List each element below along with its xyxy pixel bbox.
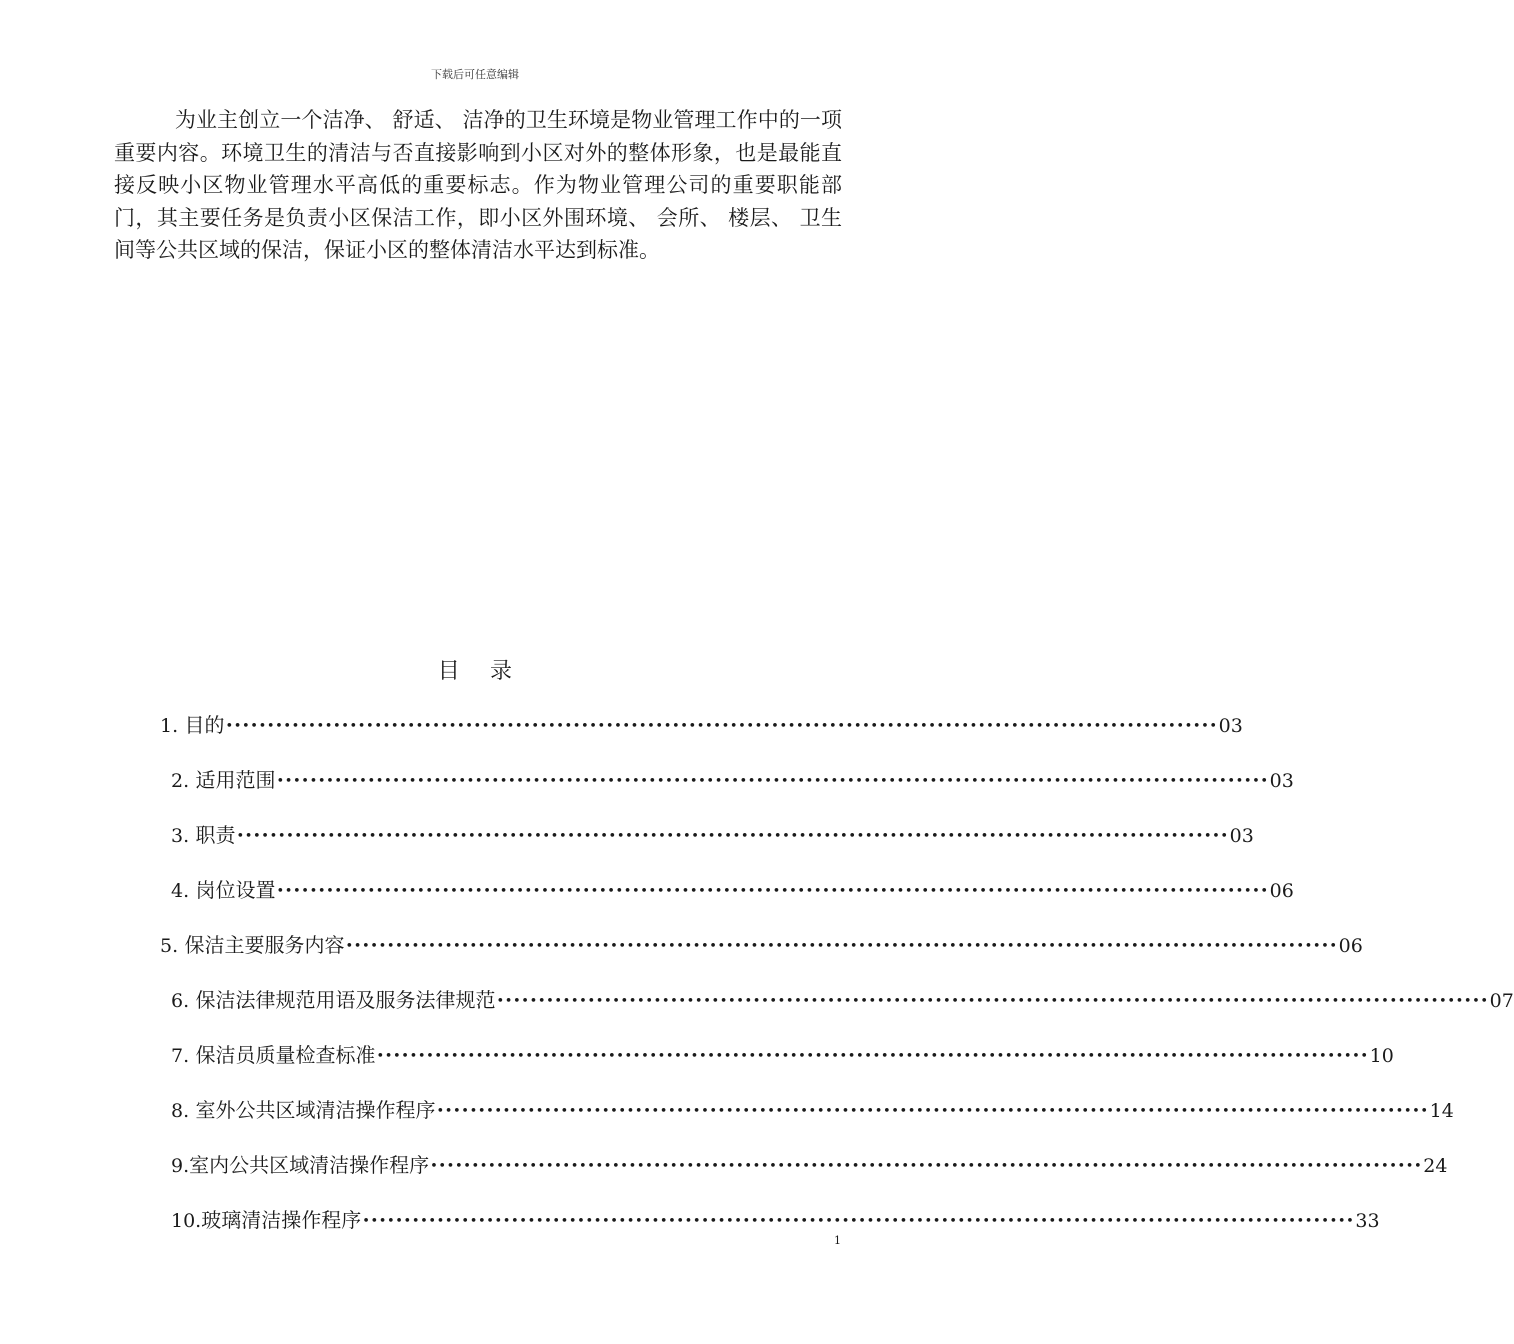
toc-entry-label: 适用范围 [195, 768, 276, 792]
toc-entry-page: 10 [1369, 1045, 1394, 1067]
toc-title-right: 录 [490, 659, 513, 684]
toc-leader: •••••••••••••••••••••••••••••••••••••••••••••••••••••••••••••••••••••••••••••••••••••••••••••••••••••••••••••••••••••••• [496, 994, 1489, 1009]
toc-entry[interactable] [171, 764, 1294, 794]
toc-entry[interactable] [171, 984, 1514, 1014]
toc-entry-label: 保洁主要服务内容 [184, 933, 345, 957]
toc-entry-number: 4. [171, 880, 190, 902]
toc-entry-number: 8. [171, 1100, 190, 1122]
toc-entry[interactable] [171, 1204, 1380, 1234]
toc-leader: •••••••••••••••••••••••••••••••••••••••••••••••••••••••••••••••••••••••••••••••••••••••••••••••••••••••••••••••••••••••• [225, 719, 1218, 734]
toc-entry-label: 目的 [184, 713, 225, 737]
toc-entry[interactable] [171, 1039, 1394, 1069]
toc-entry-page: 24 [1423, 1155, 1448, 1177]
toc-entry[interactable] [171, 874, 1294, 904]
toc-entry-label: 玻璃清洁操作程序 [201, 1208, 362, 1232]
toc-entry-label: 室内公共区域清洁操作程序 [189, 1153, 430, 1177]
toc-entry-label: 保洁员质量检查标准 [195, 1043, 376, 1067]
toc-entry-page: 06 [1338, 935, 1363, 957]
toc-entry[interactable] [160, 709, 1243, 739]
toc-leader: •••••••••••••••••••••••••••••••••••••••••••••••••••••••••••••••••••••••••••••••••••••••••••••••••••••••••••••••••••••••• [436, 1104, 1429, 1119]
toc-entry-number: 5. [160, 935, 179, 957]
toc-entry[interactable] [171, 1149, 1448, 1179]
header-note: 下载后可任意编辑 [431, 68, 519, 81]
toc-entry-number: 10. [171, 1210, 202, 1232]
toc-entry-label: 室外公共区域清洁操作程序 [195, 1098, 436, 1122]
toc-entry-label: 岗位设置 [195, 878, 276, 902]
toc-entry-page: 07 [1489, 990, 1514, 1012]
toc-entry-label: 保洁法律规范用语及服务法律规范 [195, 988, 496, 1012]
toc-leader: •••••••••••••••••••••••••••••••••••••••••••••••••••••••••••••••••••••••••••••••••••••••••••••••••••••••••••••••••••••••• [276, 884, 1269, 899]
toc-entry-number: 6. [171, 990, 190, 1012]
toc-entry-page: 33 [1355, 1210, 1380, 1232]
toc-entry-page: 14 [1429, 1100, 1454, 1122]
intro-paragraph: 为业主创立一个洁净、 舒适、 洁净的卫生环境是物业管理工作中的一项重要内容。环境卫生的清洁与否直接影响到小区对外的整体形象，也是最能直接反映小区物业管理水平高低的重要标志。作为物业管理公司的重要职能部门，其主要任务是负责小区保洁工作，即小区外围环境、 会所、 楼层、 卫生间等公共区域的保洁，保证小区的整体清洁水平达到标准。 [114, 108, 842, 262]
toc-entry-number: 1. [160, 715, 179, 737]
toc-entry[interactable] [171, 819, 1254, 849]
toc-entry[interactable] [160, 929, 1363, 959]
toc-title-left: 目 [437, 659, 460, 684]
toc-entry-page: 06 [1269, 880, 1294, 902]
toc-leader: •••••••••••••••••••••••••••••••••••••••••••••••••••••••••••••••••••••••••••••••••••••••••••••••••••••••••••••••••••••••• [430, 1159, 1423, 1174]
toc-leader: •••••••••••••••••••••••••••••••••••••••••••••••••••••••••••••••••••••••••••••••••••••••••••••••••••••••••••••••••••••••• [362, 1214, 1355, 1229]
toc-entry-number: 7. [171, 1045, 190, 1067]
toc-title [0, 654, 950, 685]
toc-entry-number: 2. [171, 770, 190, 792]
toc-leader: •••••••••••••••••••••••••••••••••••••••••••••••••••••••••••••••••••••••••••••••••••••••••••••••••••••••••••••••••••••••• [376, 1049, 1369, 1064]
toc-leader: •••••••••••••••••••••••••••••••••••••••••••••••••••••••••••••••••••••••••••••••••••••••••••••••••••••••••••••••••••••••• [276, 774, 1269, 789]
toc-entry-page: 03 [1269, 770, 1294, 792]
toc-entry-page: 03 [1218, 715, 1243, 737]
toc-leader: •••••••••••••••••••••••••••••••••••••••••••••••••••••••••••••••••••••••••••••••••••••••••••••••••••••••••••••••••••••••• [236, 829, 1229, 844]
toc-entry-label: 职责 [195, 823, 236, 847]
page-number: 1 [834, 1234, 841, 1247]
toc-entry-page: 03 [1229, 825, 1254, 847]
toc-entry-number: 3. [171, 825, 190, 847]
toc-leader: •••••••••••••••••••••••••••••••••••••••••••••••••••••••••••••••••••••••••••••••••••••••••••••••••••••••••••••••••••••••• [345, 939, 1338, 954]
toc-entry-number: 9. [171, 1155, 190, 1177]
toc-entry[interactable] [171, 1094, 1454, 1124]
